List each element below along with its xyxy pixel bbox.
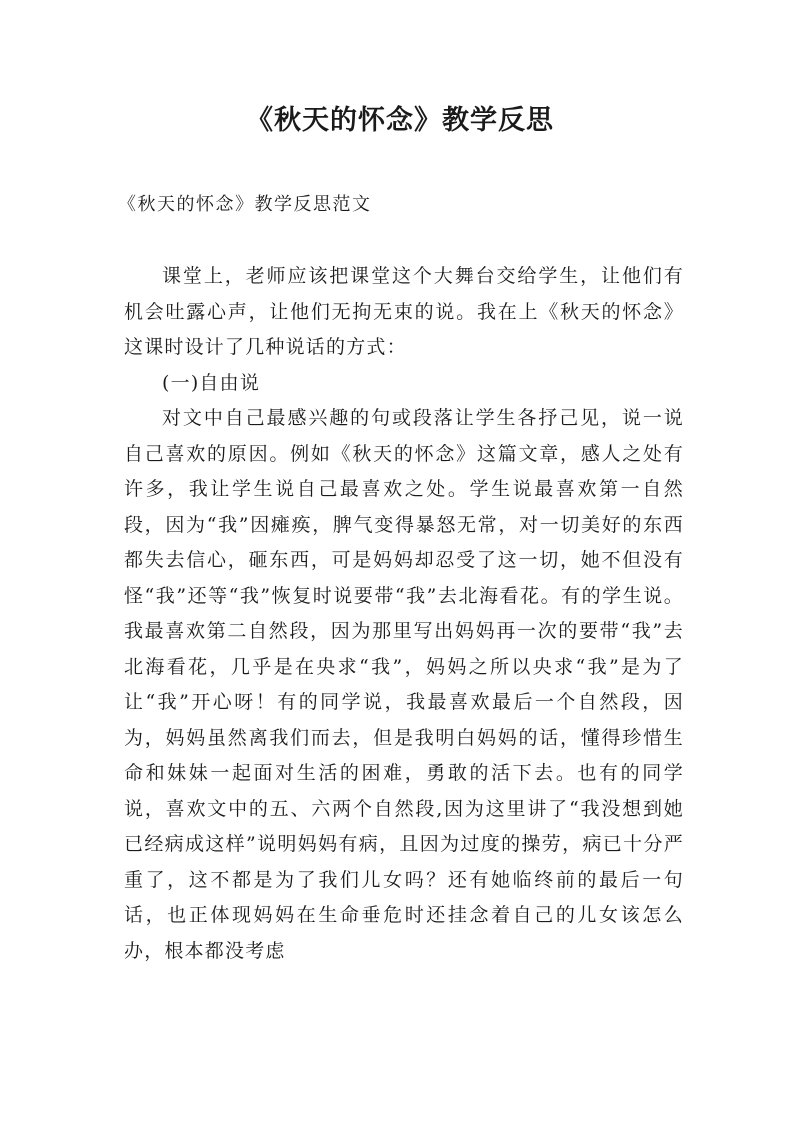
- paragraph-intro: 课堂上，老师应该把课堂这个大舞台交给学生，让他们有机会吐露心声，让他们无拘无束的说。我在上《秋天的怀念》这课时设计了几种说话的方式：: [124, 265, 684, 358]
- section-heading: (一)自由说: [162, 371, 261, 394]
- document-title: 《秋天的怀念》教学反思: [246, 105, 554, 136]
- paragraph-free-talk: 对文中自己最感兴趣的句或段落让学生各抒己见，说一说自己喜欢的原因。例如《秋天的怀念》这篇文章，感人之处有许多，我让学生说自己最喜欢之处。学生说最喜欢第一自然段，因为“我”因瘫痪，脾气变得暴怒无常，对一切美好的东西都失去信心，砸东西，可是妈妈却忍受了这一切，她不但没有怪“我”还等“我”恢复时说要带“我”去北海看花。有的学生说。我最喜欢第二自然段，因为那里写出妈妈再一次的要带“我”去北海看花，几乎是在央求“我”，妈妈之所以央求“我”是为了让“我”开心呀！有的同学说，我最喜欢最后一个自然段，因为，妈妈虽然离我们而去，但是我明白妈妈的话，懂得珍惜生命和妹妹一起面对生活的困难，勇敢的活下去。也有的同学说，喜欢文中的五、六两个自然段,因为这里讲了“我没想到她已经病成这样”说明妈妈有病，且因为过度的操劳，病已十分严重了，这不都是为了我们儿女吗？还有她临终前的最后一句话，也正体现妈妈在生命垂危时还挂念着自己的儿女该怎么办，根本都没考虑: [124, 407, 684, 962]
- document-body: [124, 259, 684, 969]
- document-subtitle: 《秋天的怀念》教学反思范文: [118, 194, 372, 215]
